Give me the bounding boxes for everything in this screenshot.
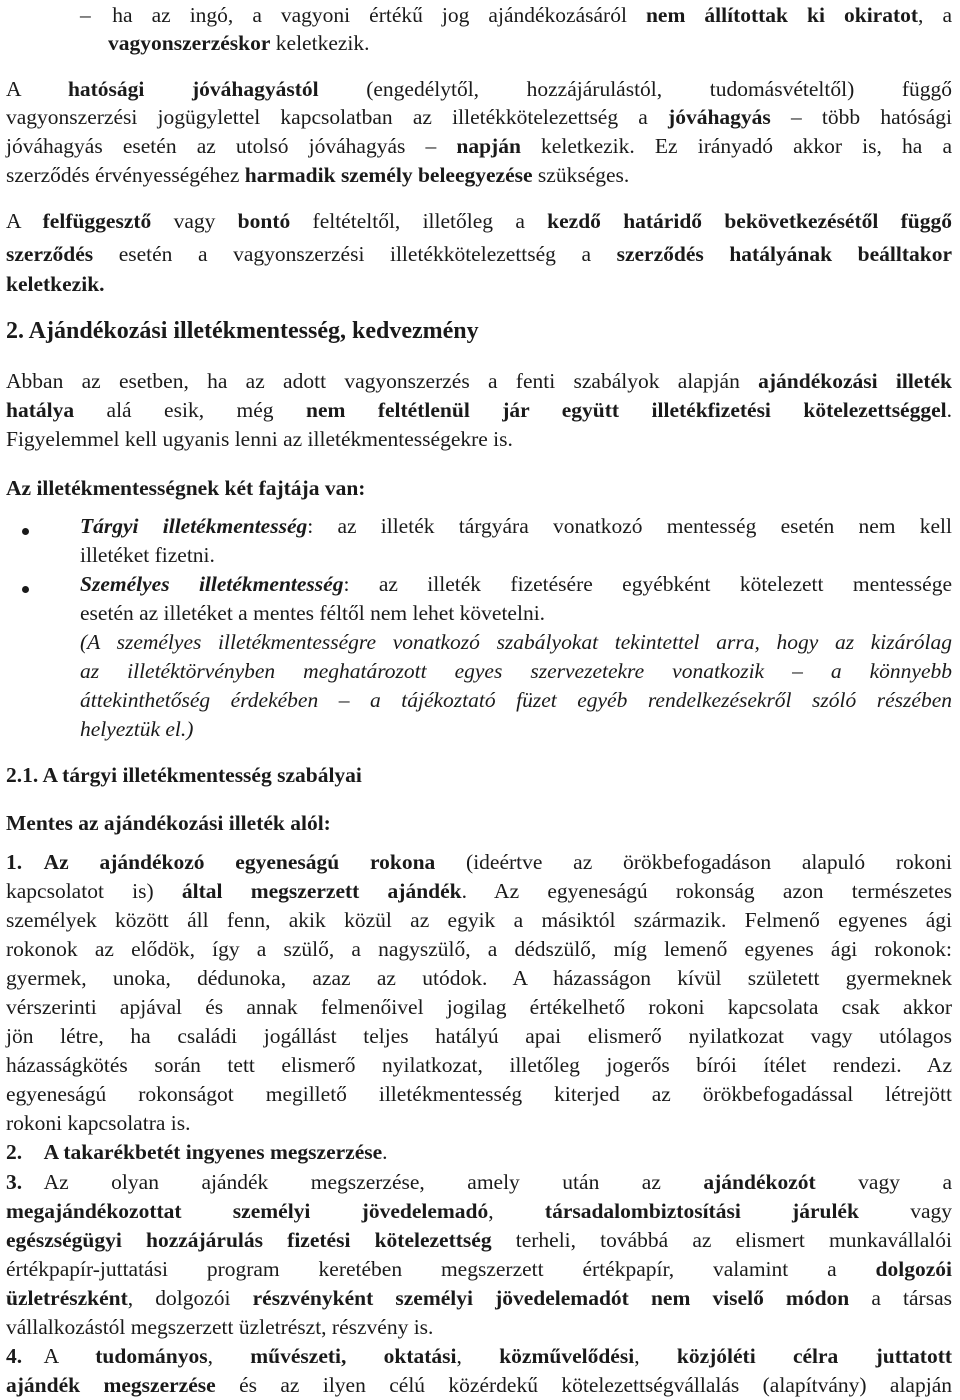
text-run: szerződés érvényességéhez — [6, 163, 245, 187]
bullet-dot-icon — [22, 586, 29, 593]
text-run: keletkezik. Ez irányadó akkor is, ha a — [520, 134, 952, 158]
text-run: harmadik személy beleegyezése — [244, 163, 533, 187]
text-line — [6, 366, 952, 396]
text-run — [22, 850, 44, 874]
text-run: áttekinthetőség érdekében – a tájékoztató füzet egyéb rendelkezésekről szóló részében — [80, 688, 952, 712]
text-run: vagy — [858, 1199, 952, 1223]
text-run: felfüggesztő — [42, 209, 152, 233]
text-run: kezdő határidő bekövetkezésétől függő — [547, 209, 953, 233]
text-line — [6, 1050, 952, 1080]
text-run: , — [207, 1344, 251, 1368]
text-line — [108, 28, 408, 58]
text-line — [6, 1079, 952, 1109]
text-run: , — [488, 1199, 545, 1223]
text-line — [6, 1283, 952, 1313]
text-run: alá esik, még — [74, 398, 306, 422]
text-line — [6, 131, 952, 161]
text-run: ajándékozót — [703, 1170, 816, 1194]
text-line — [6, 1370, 952, 1400]
text-line — [6, 1225, 952, 1255]
text-run: , dolgozói — [127, 1286, 253, 1310]
text-run: gyermek, unoka, dédunoka, azaz az utódok. A házasságon kívül született gyermeknek — [6, 966, 952, 990]
text-run: egyeneságú rokonságot megillető illetékmentesség kiterjed az örökbefogadással létrejött — [6, 1082, 952, 1106]
text-run: és az ilyen célú közérdekű kötelezettségvállalás (alapítvány) alapján — [215, 1373, 952, 1397]
text-line — [6, 160, 726, 190]
text-run: hatósági jóváhagyástól — [67, 77, 319, 101]
text-run: rokonok az elődök, így a szülő, a nagyszülő, a dédszülő, míg lemenő egyenes ági rokonok: — [6, 937, 952, 961]
text-run: nem állítottak ki okiratot — [645, 3, 919, 27]
text-line — [6, 992, 952, 1022]
text-line — [6, 102, 952, 132]
text-run: Személyes illetékmentesség — [80, 572, 344, 596]
text-run: A — [22, 1344, 96, 1368]
text-run: 2. Ajándékozási illetékmentesség, kedvezmény — [6, 318, 479, 344]
text-run: (engedélytől, hozzájárulástól, tudomásvételtől) függő — [318, 77, 952, 101]
text-run: vagy — [151, 209, 238, 233]
text-line — [6, 1196, 952, 1226]
text-run: jóváhagyás esetén az utolsó jóváhagyás – — [6, 134, 457, 158]
text-run: közművelődési — [499, 1344, 635, 1368]
text-line — [80, 511, 952, 541]
text-run: napján — [456, 134, 521, 158]
text-run: hatálya — [6, 398, 75, 422]
text-run: feltételtől, illetőleg a — [290, 209, 548, 233]
text-line — [80, 656, 952, 686]
text-line — [80, 569, 952, 599]
text-run: , — [634, 1344, 677, 1368]
text-run: keletkezik. — [270, 31, 370, 55]
text-run: (A személyes illetékmentességre vonatkozó szabályokat tekintettel arra, hogy az kizárólag — [80, 630, 952, 654]
text-run: vérszerinti apjával és annak felmenőivel jogilag értékelhető rokoni kapcsolata csak akkor — [6, 995, 952, 1019]
text-line — [6, 269, 306, 299]
text-run: által megszerzett ajándék — [181, 879, 462, 903]
text-run: az illetéktörvényben meghatározott egyes szervezetekre vonatkozik – a könnyebb — [80, 659, 952, 683]
text-line — [80, 685, 952, 715]
text-run: illetéket fizetni. — [80, 543, 215, 567]
text-line — [6, 808, 706, 838]
text-run: (ideértve az örökbefogadáson alapuló rokoni — [435, 850, 952, 874]
bullet-dot-icon — [22, 528, 29, 535]
text-run: helyeztük el.) — [80, 717, 194, 741]
text-run: A takarékbetét ingyenes megszerzése — [43, 1140, 383, 1164]
text-line — [6, 206, 952, 236]
text-run: szükséges. — [532, 163, 630, 187]
text-run: személyek között áll fenn, akik közül az egyik a másiktól származik. Felmenő egyenes ági — [6, 908, 952, 932]
text-line — [6, 876, 952, 906]
text-line — [6, 905, 952, 935]
text-run: művészeti, oktatási — [250, 1344, 457, 1368]
text-line — [6, 473, 706, 503]
text-run: tudományos — [95, 1344, 208, 1368]
text-line — [6, 239, 952, 269]
text-run: dolgozói — [875, 1257, 952, 1281]
text-line — [80, 714, 380, 744]
text-run: , — [456, 1344, 500, 1368]
text-run — [22, 1140, 44, 1164]
text-line — [6, 424, 706, 454]
text-run: 4. — [6, 1344, 23, 1368]
text-line — [6, 1137, 706, 1167]
text-run: jön létre, ha családi jogállást teljes hatályú apai elismerő nyilatkozat vagy utólagos — [6, 1024, 952, 1048]
text-line — [6, 1021, 952, 1051]
text-run: 2.1. A tárgyi illetékmentesség szabályai — [6, 763, 362, 787]
text-run: . — [382, 1140, 388, 1164]
text-run: terheli, továbbá az elismert munkavállalói — [491, 1228, 952, 1252]
text-run: ha az ingó, a vagyoni értékű jog ajándékozásáról — [90, 3, 646, 27]
text-run: A — [6, 77, 68, 101]
text-run: részvényként személyi jövedelemadót nem viselő módon — [252, 1286, 850, 1310]
text-run: Tárgyi illetékmentesség — [80, 514, 308, 538]
text-run: A — [6, 209, 43, 233]
text-line — [6, 760, 706, 790]
text-run: . Az egyeneságú rokonság azon természetes — [461, 879, 952, 903]
text-run: Az ajándékozó egyeneságú rokona — [43, 850, 436, 874]
text-run: közjóléti célra juttatott — [676, 1344, 953, 1368]
text-run: 3. — [6, 1170, 23, 1194]
text-line — [6, 1312, 606, 1342]
text-run: Mentes az ajándékozási illeték alól: — [6, 811, 331, 835]
text-run: szerződés hatályának beálltakor — [616, 242, 952, 266]
text-line — [6, 74, 952, 104]
text-line — [80, 0, 952, 30]
text-run: egészségügyi hozzájárulás fizetési kötelezettség — [6, 1228, 492, 1252]
text-run: : az illeték tárgyára vonatkozó mentesség esetén nem kell — [307, 514, 952, 538]
text-line — [6, 1254, 952, 1284]
text-run: vagyonszerzéskor — [108, 31, 271, 55]
text-run: Az illetékmentességnek két fajtája van: — [6, 476, 366, 500]
text-run: társadalombiztosítási járulék — [544, 1199, 859, 1223]
text-run: kapcsolatot is) — [6, 879, 182, 903]
text-run: rokoni kapcsolatra is. — [6, 1111, 191, 1135]
text-line — [6, 395, 952, 425]
text-run: vagyonszerzési jogügylettel kapcsolatban az illetékkötelezettség a — [6, 105, 669, 129]
text-run: – — [80, 3, 91, 27]
text-run: megajándékozottat személyi jövedelemadó — [6, 1199, 489, 1223]
text-line — [6, 1167, 952, 1197]
text-run: – több hatósági — [770, 105, 952, 129]
text-run: , a — [918, 3, 952, 27]
text-line — [6, 1341, 952, 1371]
text-run: ajándék megszerzése — [6, 1373, 216, 1397]
text-run: 2. — [6, 1140, 23, 1164]
text-line — [6, 847, 952, 877]
text-run: jóváhagyás — [668, 105, 771, 129]
text-run: ajándékozási illeték — [758, 369, 952, 393]
text-line — [6, 934, 952, 964]
text-run: bontó — [237, 209, 291, 233]
text-run: Az olyan ajándék megszerzése, amely után az — [22, 1170, 704, 1194]
text-run: vállalkozástól megszerzett üzletrészt, részvény is. — [6, 1315, 434, 1339]
text-run: esetén az illetéket a mentes féltől nem lehet követelni. — [80, 601, 546, 625]
text-line — [6, 316, 706, 346]
text-run: vagy a — [815, 1170, 952, 1194]
text-line — [80, 598, 780, 628]
text-run: 1. — [6, 850, 23, 874]
text-run: Abban az esetben, ha az adott vagyonszerzés a fenti szabályok alapján — [6, 369, 759, 393]
text-line — [80, 627, 952, 657]
text-line — [80, 540, 480, 570]
text-run: nem feltétlenül jár együtt illetékfizetési kötelezettséggel — [305, 398, 947, 422]
text-run: Figyelemmel kell ugyanis lenni az illetékmentességekre is. — [6, 427, 513, 451]
text-run: keletkezik. — [6, 272, 105, 296]
text-run: a társas — [849, 1286, 952, 1310]
text-run: : az illeték fizetésére egyébként kötelezett mentessége — [343, 572, 952, 596]
text-run: értékpapír-juttatási program keretében megszerzett értékpapír, valamint a — [6, 1257, 876, 1281]
text-run: . — [946, 398, 952, 422]
text-run: szerződés — [6, 242, 94, 266]
text-run: üzletrészként — [6, 1286, 128, 1310]
text-run: esetén a vagyonszerzési illetékkötelezettség a — [93, 242, 617, 266]
text-line — [6, 1108, 406, 1138]
text-run: házasságkötés során tett elismerő nyilatkozat, illetőleg jogerős bírói ítélet rendezi. Az — [6, 1053, 952, 1077]
text-line — [6, 963, 952, 993]
